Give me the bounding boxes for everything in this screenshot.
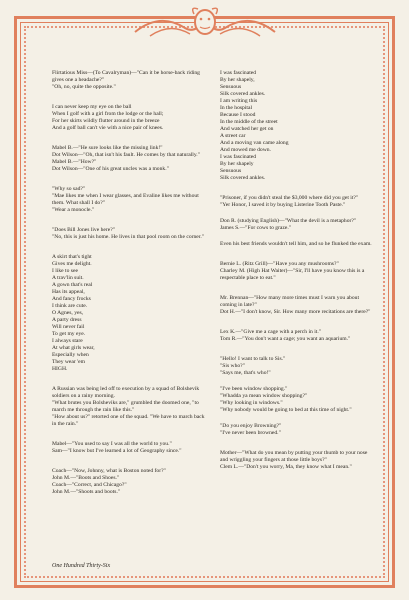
right-column: [220, 70, 374, 471]
joke-sis: "Hello! I want to talk to Sis." "Sis who?" "Says me, that's who!": [220, 356, 286, 376]
joke-thumb-nose: Mother—"What do you mean by putting your thumb to your nose and wriggling your fingers at those little boys?" Clem L.—"Don't you worry, Ma, they know what I mean.": [220, 450, 368, 470]
joke-prisoner: "Prisoner, if you didn't steal the $3,000 where did you get it?" "Yer Honor, I saved it by buying Listerine Tooth Paste.": [220, 195, 359, 208]
joke-late: Mr. Brennan—"How many more times must I warn you about coming in late?" Dot H.—"I don't know, Sir. How many more recitations are there?": [220, 295, 371, 315]
joke-browning: "Do you enjoy Browning?" "I've never been browned.": [220, 423, 282, 436]
joke-cavalryman: Flirtatious Miss—(To Cavalryman)—"Can it be horse-back riding gives one a headache?" "Oh, no, quite the opposite.": [52, 70, 200, 90]
joke-monocle: "Why so sad?" "Mae likes me when I wear glasses, and Evaline likes me without them. What shall I do?" "Wear a monocle.": [52, 186, 199, 213]
poem-skirt: A skirt that's tight Gives me delight. I like to see A trav'lin suit. A gown that's real Has its appeal, And fancy frocks I think are cute. O Agnes, yes, A party dress Will never fail To get my eye. I always stare At what girls wear, Especially when They wear 'em HIGH.: [52, 254, 95, 372]
joke-best-friends: Even his best friends wouldn't tell him, and so he flunked the exam.: [220, 241, 372, 247]
left-column: [52, 70, 206, 496]
poem-golf: I can never keep my eye on the ball When I golf with a girl from the lodge or the hall; For her skirts wildly flutter around in the breeze And a golf ball can't vie with a nice pair of knees.: [52, 104, 164, 131]
joke-bolshevik: A Russian was being led off to execution by a squad of Bolshevik soldiers on a rainy morning. "What brutes you Bolsheviks are," grumbled the doomed one, "to march me through the rain like this." "How about us?" retorted one of the squad. "We have to march back in the rain.": [52, 386, 205, 427]
joke-missing-link: Mabel B.—"He sure looks like the missing link!" Dot Wilson—"Oh, that isn't his fault. He comes by that naturally." Mabel B.—"How?" Dot Wilson—"One of his great uncles was a monk.": [52, 145, 200, 172]
joke-mushrooms: Bernie L. (Ritz Grill)—"Have you any mushrooms?" Charley M. (High Hat Waiter)—"Sir, I'll have you know this is a respectable place to eat.": [220, 261, 365, 281]
joke-geography: Mabel—"You used to say I was all the world to you." Sam—"I know but I've learned a lot of Geography since.": [52, 441, 182, 454]
joke-window-shopping: "I've been window shopping." "Whadda ya mean window shopping?" "Why looking in windows." "Why nobody would be going to bed at this time of night.": [220, 386, 352, 413]
joke-metaphor: Don R. (studying English)—"What the devil is a metaphor?" James S.—"For cows to graze.": [220, 218, 357, 231]
joke-pool-room: "Does Bill Jones live here?" "No, this is just his home. He lives in that pool room on the corner.": [52, 227, 205, 240]
joke-cage: Lex K.—"Give me a cage with a perch in it." Tom R.—"You don't want a cage; you want an aquarium.": [220, 329, 351, 342]
page-number-footer: One Hundred Thirty-Six: [52, 563, 111, 569]
joke-boston: Coach—"Now, Johnny, what is Boston noted for?" John M.—"Boots and Shoes." Coach—"Correct, and Chicago?" John M.—"Shoots and boots.": [52, 468, 166, 495]
poem-ankles: I was fascinated By her shapely, Sensuous Silk covered ankles. I am writing this In the hospital Because I stood In the middle of the street And watched her get on A street car And a moving van came along And mowed me down. I was fascinated By her shapely Sensuous Silk covered ankles.: [220, 70, 289, 181]
header-ornament-icon: [130, 2, 280, 42]
